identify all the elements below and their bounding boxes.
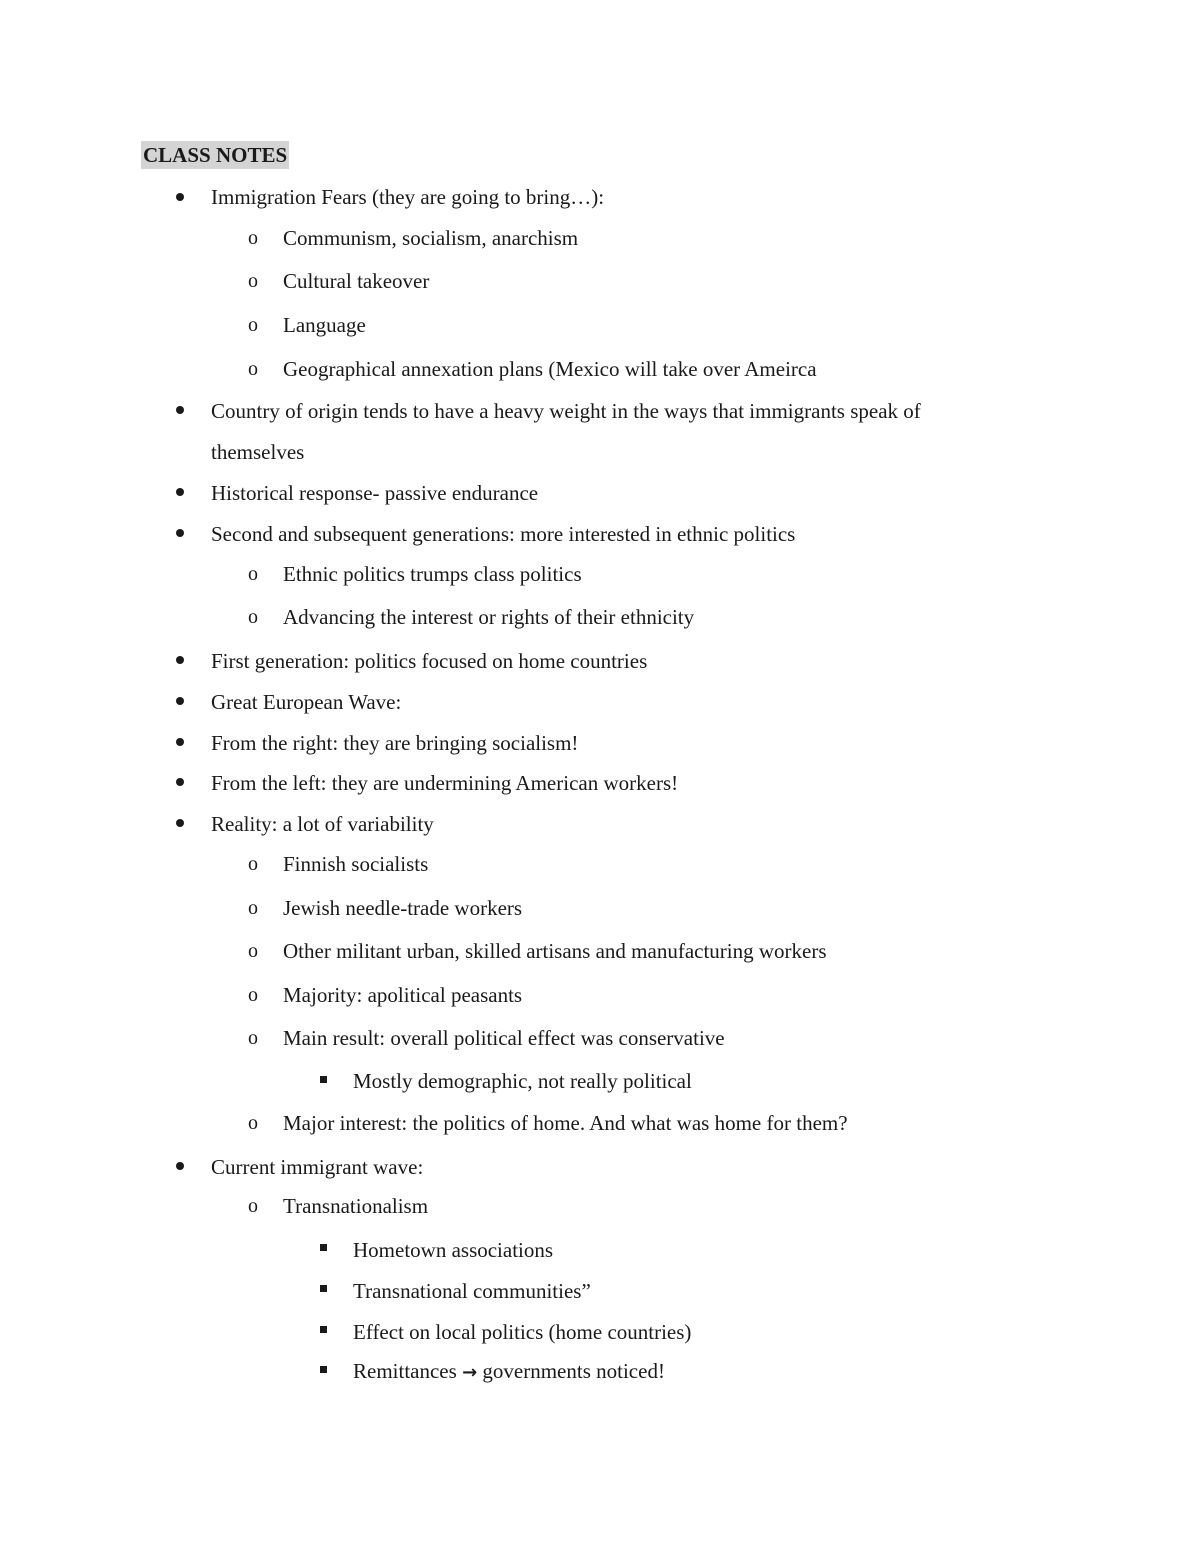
bullet-o-icon: o	[248, 897, 258, 919]
right-arrow-icon: →	[462, 1362, 478, 1383]
list-item: Major interest: the politics of home. And what was home for them?	[283, 1111, 848, 1135]
bullet-o-icon: o	[248, 853, 258, 875]
bullet-o-icon: o	[248, 984, 258, 1006]
page-title: CLASS NOTES	[143, 143, 288, 167]
list-item: Transnationalism	[283, 1194, 429, 1218]
list-item: From the right: they are bringing socialism!	[211, 731, 579, 755]
list-item: Geographical annexation plans (Mexico will take over Ameirca	[283, 357, 817, 381]
list-item: Current immigrant wave:	[211, 1155, 424, 1179]
bullet-o-icon: o	[248, 358, 258, 380]
list-item-continuation: themselves	[211, 440, 305, 464]
bullet-dot-icon	[176, 819, 184, 827]
list-item: From the left: they are undermining American workers!	[211, 771, 679, 795]
list-item: Hometown associations	[353, 1238, 554, 1262]
bullet-o-icon: o	[248, 563, 258, 585]
bullet-dot-icon	[176, 697, 184, 705]
list-item: Reality: a lot of variability	[211, 812, 434, 836]
bullet-square-icon	[320, 1244, 327, 1251]
list-item: Great European Wave:	[211, 690, 402, 714]
bullet-dot-icon	[176, 406, 184, 414]
bullet-o-icon: o	[248, 1195, 258, 1217]
bullet-dot-icon	[176, 488, 184, 496]
list-item: Finnish socialists	[283, 852, 429, 876]
list-item: Cultural takeover	[283, 269, 430, 293]
bullet-o-icon: o	[248, 1112, 258, 1134]
list-item: Mostly demographic, not really political	[353, 1069, 692, 1093]
bullet-dot-icon	[176, 738, 184, 746]
bullet-square-icon	[320, 1366, 327, 1373]
bullet-o-icon: o	[248, 940, 258, 962]
list-item: Ethnic politics trumps class politics	[283, 562, 582, 586]
bullet-square-icon	[320, 1326, 327, 1333]
list-item: Language	[283, 313, 366, 337]
bullet-dot-icon	[176, 193, 184, 201]
list-item: Communism, socialism, anarchism	[283, 226, 579, 250]
list-item-text: governments noticed!	[482, 1359, 665, 1383]
list-item	[353, 1358, 665, 1386]
list-item: Majority: apolitical peasants	[283, 983, 523, 1007]
list-item: Other militant urban, skilled artisans and manufacturing workers	[283, 939, 827, 963]
bullet-o-icon: o	[248, 314, 258, 336]
list-item: Historical response- passive endurance	[211, 481, 539, 505]
list-item: Transnational communities”	[353, 1279, 591, 1303]
list-item: Jewish needle-trade workers	[283, 896, 523, 920]
bullet-square-icon	[320, 1076, 327, 1083]
bullet-dot-icon	[176, 778, 184, 786]
list-item: Advancing the interest or rights of their ethnicity	[283, 605, 695, 629]
bullet-o-icon: o	[248, 1027, 258, 1049]
bullet-o-icon: o	[248, 227, 258, 249]
bullet-dot-icon	[176, 1162, 184, 1170]
list-item-text: Remittances	[353, 1359, 457, 1383]
list-item: Second and subsequent generations: more interested in ethnic politics	[211, 522, 796, 546]
list-item: Main result: overall political effect was conservative	[283, 1026, 725, 1050]
list-item: Immigration Fears (they are going to bring…):	[211, 185, 605, 209]
bullet-o-icon: o	[248, 606, 258, 628]
bullet-dot-icon	[176, 529, 184, 537]
bullet-dot-icon	[176, 656, 184, 664]
list-item: Effect on local politics (home countries)	[353, 1320, 692, 1344]
list-item: First generation: politics focused on home countries	[211, 649, 648, 673]
bullet-o-icon: o	[248, 270, 258, 292]
bullet-square-icon	[320, 1285, 327, 1292]
list-item: Country of origin tends to have a heavy weight in the ways that immigrants speak of	[211, 399, 921, 423]
